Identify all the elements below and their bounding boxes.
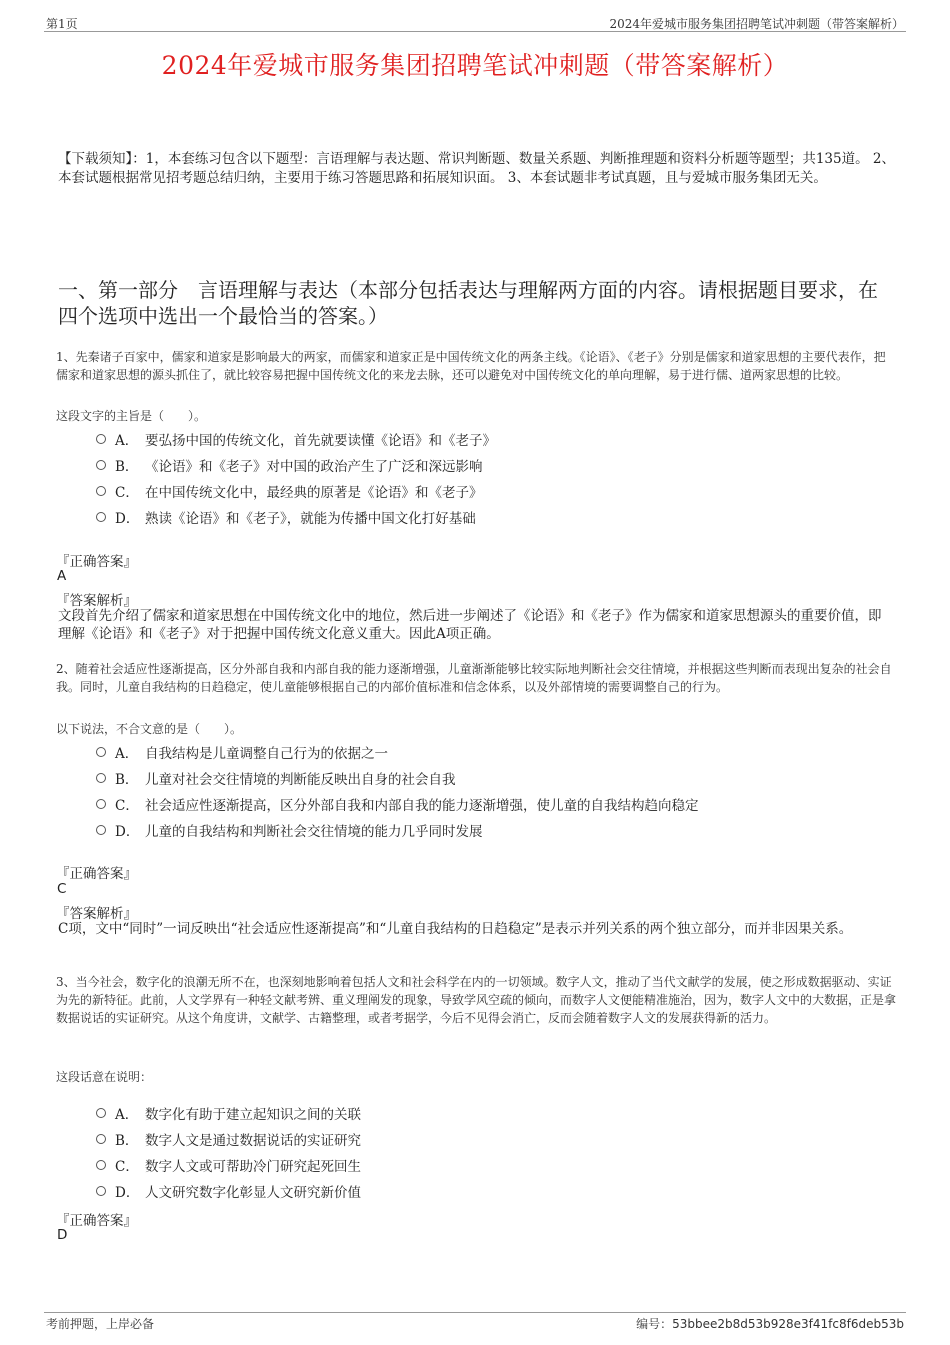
question-1-prompt: 这段文字的主旨是（ ）。	[56, 409, 207, 423]
question-3-answer: D	[57, 1227, 68, 1243]
question-3-option-d[interactable]: D． 人文研究数字化彰显人文研究新价值	[96, 1181, 361, 1201]
question-2-option-a[interactable]: A． 自我结构是儿童调整自己行为的依据之一	[96, 742, 388, 762]
question-2-option-d[interactable]: D． 儿童的自我结构和判断社会交往情境的能力几乎同时发展	[96, 820, 483, 840]
radio-icon[interactable]	[96, 434, 106, 444]
radio-icon[interactable]	[96, 747, 106, 757]
question-1-analysis: 文段首先介绍了儒家和道家思想在中国传统文化中的地位，然后进一步阐述了《论语》和《老子》作为儒家和道家思想源头的重要价值，即理解《论语》和《老子》对于把握中国传统文化意义重大。因此A项正确。	[58, 608, 882, 642]
running-title: 2024年爱城市服务集团招聘笔试冲刺题（带答案解析）	[609, 17, 904, 31]
question-3-option-c[interactable]: C． 数字人文或可帮助冷门研究起死回生	[96, 1155, 361, 1175]
question-1-answer-label: 『正确答案』	[56, 554, 137, 570]
question-1-option-a[interactable]: A． 要弘扬中国的传统文化，首先就要读懂《论语》和《老子》	[96, 429, 496, 449]
section-heading: 一、第一部分 言语理解与表达（本部分包括表达与理解两方面的内容。请根据题目要求，在四个选项中选出一个最恰当的答案。）	[58, 278, 878, 328]
radio-icon[interactable]	[96, 825, 106, 835]
question-2-answer-label: 『正确答案』	[56, 866, 137, 882]
question-1-option-b[interactable]: B． 《论语》和《老子》对中国的政治产生了广泛和深远影响	[96, 455, 483, 475]
question-1-option-d[interactable]: D． 熟读《论语》和《老子》，就能为传播中国文化打好基础	[96, 507, 476, 527]
footer-slogan: 考前押题，上岸必备	[46, 1317, 155, 1331]
question-3-option-b[interactable]: B． 数字人文是通过数据说话的实证研究	[96, 1129, 361, 1149]
footer-divider	[44, 1312, 906, 1313]
question-1-analysis-label: 『答案解析』	[56, 593, 137, 609]
page-number: 第1页	[46, 17, 78, 31]
radio-icon[interactable]	[96, 799, 106, 809]
question-1-text: 1、先秦诸子百家中，儒家和道家是影响最大的两家，而儒家和道家正是中国传统文化的两条主线。《论语》、《老子》分别是儒家和道家思想的主要代表作，把儒家和道家思想的源头抓住了，就比较容易把握中国传统文化的来龙去脉，还可以避免对中国传统文化的单向理解，易于进行儒、道两家思想的比较。	[56, 350, 886, 382]
radio-icon[interactable]	[96, 512, 106, 522]
question-2-prompt: 以下说法，不合文意的是（ ）。	[56, 722, 243, 736]
question-1-option-c[interactable]: C． 在中国传统文化中，最经典的原著是《论语》和《老子》	[96, 481, 483, 501]
header-divider	[44, 31, 906, 32]
question-2-analysis-label: 『答案解析』	[56, 906, 137, 922]
document-title: 2024年爱城市服务集团招聘笔试冲刺题（带答案解析）	[161, 51, 789, 80]
question-2-option-b[interactable]: B． 儿童对社会交往情境的判断能反映出自身的社会自我	[96, 768, 456, 788]
radio-icon[interactable]	[96, 1186, 106, 1196]
radio-icon[interactable]	[96, 1134, 106, 1144]
footer-code	[636, 1315, 904, 1332]
radio-icon[interactable]	[96, 1160, 106, 1170]
question-3-prompt: 这段话意在说明：	[56, 1070, 153, 1084]
radio-icon[interactable]	[96, 773, 106, 783]
radio-icon[interactable]	[96, 1108, 106, 1118]
question-3-text: 3、当今社会，数字化的浪潮无所不在，也深刻地影响着包括人文和社会科学在内的一切领域。数字人文，推动了当代文献学的发展，使之形成数据驱动、实证为先的新特征。此前，人文学界有一种轻文献考辨、重义理阐发的现象，导致学风空疏的倾向，而数字人文便能精准施治，因为，数字人文中的大数据，正是拿数据说话的实证研究。从这个角度讲，文献学、古籍整理，或者考据学，今后不见得会消亡，反而会随着数字人文的发展获得新的活力。	[56, 975, 897, 1025]
radio-icon[interactable]	[96, 460, 106, 470]
footer-code-label: 编号：	[636, 1317, 673, 1331]
question-2-text: 2、随着社会适应性逐渐提高，区分外部自我和内部自我的能力逐渐增强，儿童渐渐能够比较实际地判断社会交往情境，并根据这些判断而表现出复杂的社会自我。同时，儿童自我结构的日趋稳定，使儿童能够根据自己的内部价值标准和信念体系，以及外部情境的需要调整自己的行为。	[56, 662, 892, 694]
question-3-option-a[interactable]: A． 数字化有助于建立起知识之间的关联	[96, 1103, 361, 1123]
footer-code-value: 53bbee2b8d53b928e3f41fc8f6deb53b	[672, 1317, 904, 1331]
question-3-answer-label: 『正确答案』	[56, 1213, 137, 1229]
question-2-answer: C	[57, 881, 67, 897]
question-2-option-c[interactable]: C． 社会适应性逐渐提高，区分外部自我和内部自我的能力逐渐增强，使儿童的自我结构趋向稳定	[96, 794, 699, 814]
download-notice: 【下载须知】：1，本套练习包含以下题型：言语理解与表达题、常识判断题、数量关系题、判断推理题和资料分析题等题型；共135道。 2、本套试题根据常见招考题总结归纳，主要用于练习答题思路和拓展知识面。 3、本套试题非考试真题，且与爱城市服务集团无关。	[58, 151, 895, 186]
radio-icon[interactable]	[96, 486, 106, 496]
question-1-answer: A	[57, 568, 67, 584]
question-2-analysis: C项，文中“同时”一词反映出“社会适应性逐渐提高”和“儿童自我结构的日趋稳定”是表示并列关系的两个独立部分，而并非因果关系。	[58, 921, 853, 937]
